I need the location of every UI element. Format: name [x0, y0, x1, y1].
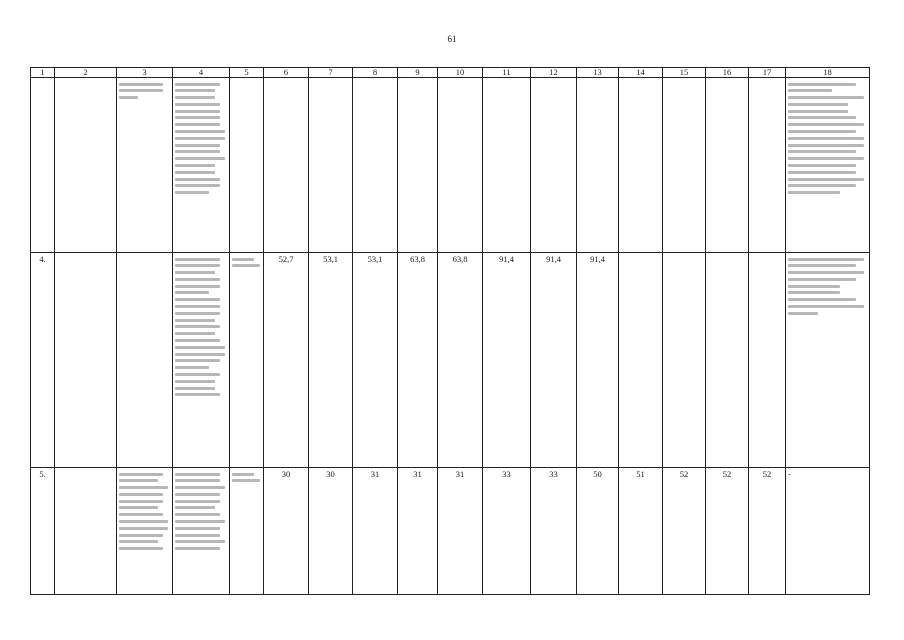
value-cell	[577, 78, 619, 253]
column-header: 15	[663, 68, 706, 78]
table-cell	[55, 468, 117, 595]
value-cell	[619, 253, 663, 468]
column-header: 10	[438, 68, 483, 78]
text-placeholder	[230, 253, 264, 468]
column-header: 12	[531, 68, 577, 78]
value-cell	[531, 78, 577, 253]
column-header: 11	[483, 68, 531, 78]
value-cell	[663, 253, 706, 468]
value-cell: 33	[531, 468, 577, 595]
value-cell: 53,1	[353, 253, 398, 468]
row-number: 4.	[31, 253, 55, 468]
column-header: 2	[55, 68, 117, 78]
column-header: 18	[786, 68, 870, 78]
column-header: 1	[31, 68, 55, 78]
value-cell: 63,8	[438, 253, 483, 468]
row-number	[31, 78, 55, 253]
value-cell: 52	[663, 468, 706, 595]
column-header: 17	[749, 68, 786, 78]
value-cell: 91,4	[531, 253, 577, 468]
text-placeholder	[173, 78, 230, 253]
value-cell: 53,1	[309, 253, 353, 468]
column-header: 7	[309, 68, 353, 78]
table-cell	[55, 253, 117, 468]
text-placeholder	[230, 468, 264, 595]
indicators-table	[30, 67, 870, 595]
text-placeholder	[786, 253, 870, 468]
value-cell	[706, 78, 749, 253]
value-cell: 31	[438, 468, 483, 595]
value-cell: 33	[483, 468, 531, 595]
value-cell	[438, 78, 483, 253]
value-cell	[398, 78, 438, 253]
table-cell	[230, 78, 264, 253]
value-cell: 51	[619, 468, 663, 595]
value-cell: 30	[309, 468, 353, 595]
column-header: 5	[230, 68, 264, 78]
column-header: 6	[264, 68, 309, 78]
value-cell	[483, 78, 531, 253]
column-header: 16	[706, 68, 749, 78]
value-cell: 30	[264, 468, 309, 595]
value-cell	[619, 78, 663, 253]
value-cell: 52	[749, 468, 786, 595]
column-header: 9	[398, 68, 438, 78]
table-cell	[55, 78, 117, 253]
value-cell: 52	[706, 468, 749, 595]
table-row	[31, 468, 870, 595]
text-placeholder	[173, 468, 230, 595]
value-cell: 63,8	[398, 253, 438, 468]
value-cell: 31	[398, 468, 438, 595]
column-header: 13	[577, 68, 619, 78]
value-cell	[749, 78, 786, 253]
text-placeholder	[173, 253, 230, 468]
value-cell	[309, 78, 353, 253]
column-header: 14	[619, 68, 663, 78]
column-header: 3	[117, 68, 173, 78]
value-cell: 91,4	[577, 253, 619, 468]
text-placeholder	[117, 468, 173, 595]
page-number: 61	[447, 34, 457, 44]
table-row	[31, 78, 870, 253]
value-cell	[706, 253, 749, 468]
value-cell	[663, 78, 706, 253]
value-cell	[264, 78, 309, 253]
text-placeholder	[117, 78, 173, 253]
table-row	[31, 253, 870, 468]
value-cell: 52,7	[264, 253, 309, 468]
dash-cell: -	[786, 468, 870, 595]
value-cell	[749, 253, 786, 468]
column-header: 8	[353, 68, 398, 78]
table-cell	[117, 253, 173, 468]
value-cell: 91,4	[483, 253, 531, 468]
text-placeholder	[786, 78, 870, 253]
value-cell	[353, 78, 398, 253]
column-number-row	[31, 68, 870, 78]
column-header: 4	[173, 68, 230, 78]
row-number: 5.	[31, 468, 55, 595]
value-cell: 31	[353, 468, 398, 595]
value-cell: 50	[577, 468, 619, 595]
